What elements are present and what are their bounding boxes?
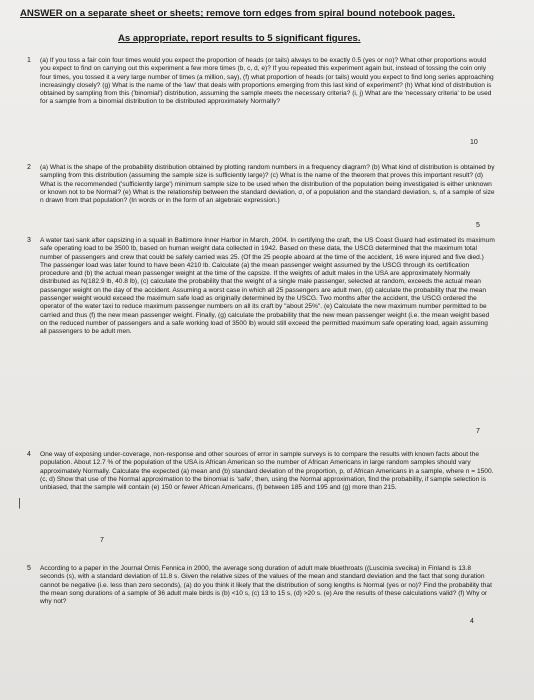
question-4 xyxy=(27,451,495,492)
question-number: 2 xyxy=(27,164,31,171)
question-number: 1 xyxy=(27,57,31,64)
question-text: According to a paper in the Journal Ornis Fennica in 2000, the average song duration of adult male bluethroats ((Luscinia svecika) in Finland is 13.8 seconds (s), with a standard deviation of 11.8 s. Given the relative sizes of the values of the mean and standard deviation and the fact that song duration cannot be negative (i.e. less than zero seconds), (a) do you think it likely that the distribution of song lengths is Normal (yes or no)? Find the probability that the mean song durations of a sample of 36 adult male birds is (b) <10 s, (c) 13 to 15 s, (d) >20 s. (e) Are the results of these calculations valid? (f) Why or why not? xyxy=(40,565,492,606)
question-4-points: 7 xyxy=(100,537,104,544)
question-5-points: 4 xyxy=(470,618,474,625)
question-1-points: 10 xyxy=(470,139,478,146)
results-header: As appropriate, report results to 5 significant figures. xyxy=(118,33,361,44)
question-2 xyxy=(27,164,495,205)
question-number: 3 xyxy=(27,237,31,244)
question-2-points: 5 xyxy=(476,222,480,229)
question-5 xyxy=(27,565,495,606)
question-text: (a) What is the shape of the probability distribution obtained by plotting random numbers in a frequency diagram? (b) What kind of distribution is obtained by sampling from this distribution (assuming the sample size is sufficiently large)? (c) What is the name of the theorem that proves this important result? (d) What is the recommended ('sufficiently large') minimum sample size to be used when the distribution of the population being investigated is either unknown or known not to be Normal? (e) What is the relationship between the standard deviation, σ, of a population and the standard deviation, s, of a sample of size n drawn from that population? (In words or in the form of an algebraic expression.) xyxy=(40,164,495,205)
question-3-points: 7 xyxy=(476,428,480,435)
question-3 xyxy=(27,237,495,337)
margin-mark: | xyxy=(18,497,21,509)
question-text: A water taxi sank after capsizing in a squall in Baltimore Inner Harbor in March, 2004. In certifying the craft, the US Coast Guard had estimated its maximum safe operating load to be 3500 lb, based on human weight data collected in 1942. Based on these data, the USCG determined that the maximum total number of passengers and crew that could be safely carried was 25. (Of the 25 people aboard at the time of the accident, 16 were injured and five died.) The passenger load was later found to have been 4210 lb. Calculate (a) the mean passenger weight assumed by the USCG through its certification procedure and (b) the actual mean passenger weight at the time of the capsize. If the weights of adult males in the USA are approximately Normally distributed as N(182.9 lb, 40.8 lb), (c) calculate the probability that the weight of a single male passenger, selected at random, exceeds the actual mean passenger weight on the day of the accident. Assuming a worst case in which all 25 passengers are adult men, (d) calculate the probability that the mean passenger weight would exceed the maximum safe load as originally determined by the USCG. Two months after the accident, the USCG ordered the operator of the water taxi to reduce maximum passenger numbers on all its craft by "about 25%". (e) Calculate the new maximum number permitted to be carried and thus (f) the new mean passenger weight. Finally, (g) calculate the probability that the new mean passenger weight (i.e. the mean weight based on the reduced number of passengers and a safe working load of 3500 lb) would still exceed the permitted maximum safe operating load, again assuming all passengers to be adult men. xyxy=(40,237,495,336)
question-number: 5 xyxy=(27,565,31,572)
question-text: One way of exposing under-coverage, non-response and other sources of error in sample surveys is to compare the results with known facts about the population. About 12.7 % of the population of the USA is African American so the number of African Americans in large random samples should vary approximately Normally. Calculate the expected (a) mean and (b) standard deviation of the proportion, p, of African Americans in a sample, where n = 1500. (c, d) Show that use of the Normal approximation to the binomial is 'safe', then, using the Normal approximation, find the probability, if sample selection is unbiased, that the sample will contain (e) 150 or fewer African Americans, (f) between 185 and 195 and (g) more than 215. xyxy=(40,451,494,492)
instruction-header: ANSWER on a separate sheet or sheets; remove torn edges from spiral bound notebook pages. xyxy=(20,8,456,19)
question-1 xyxy=(27,57,495,107)
question-number: 4 xyxy=(27,451,31,458)
question-text: (a) If you toss a fair coin four times would you expect the proportion of heads (or tails) always to be exactly 0.5 (yes or no)? What other proportions would you expect to find on carrying out this experiment a few more times (b, c, d, e)? If you repeated this experiment again but, instead of tossing the coin only four times, you tossed it a very large number of times (a million, say), (f) what proportion of heads (or tails) would you expect to find long series approaching increasingly closely? (g) What is the name of the 'law' that deals with proportions emerging from this last kind of experiment? (h) What kind of distribution is obtained by sampling from this ('binomial') distribution, assuming the sample meets the necessary criteria? (i, j) What are the 'necessary criteria' to be used for a sample from a binomial distribution to be distributed approximately Normally? xyxy=(40,57,494,106)
